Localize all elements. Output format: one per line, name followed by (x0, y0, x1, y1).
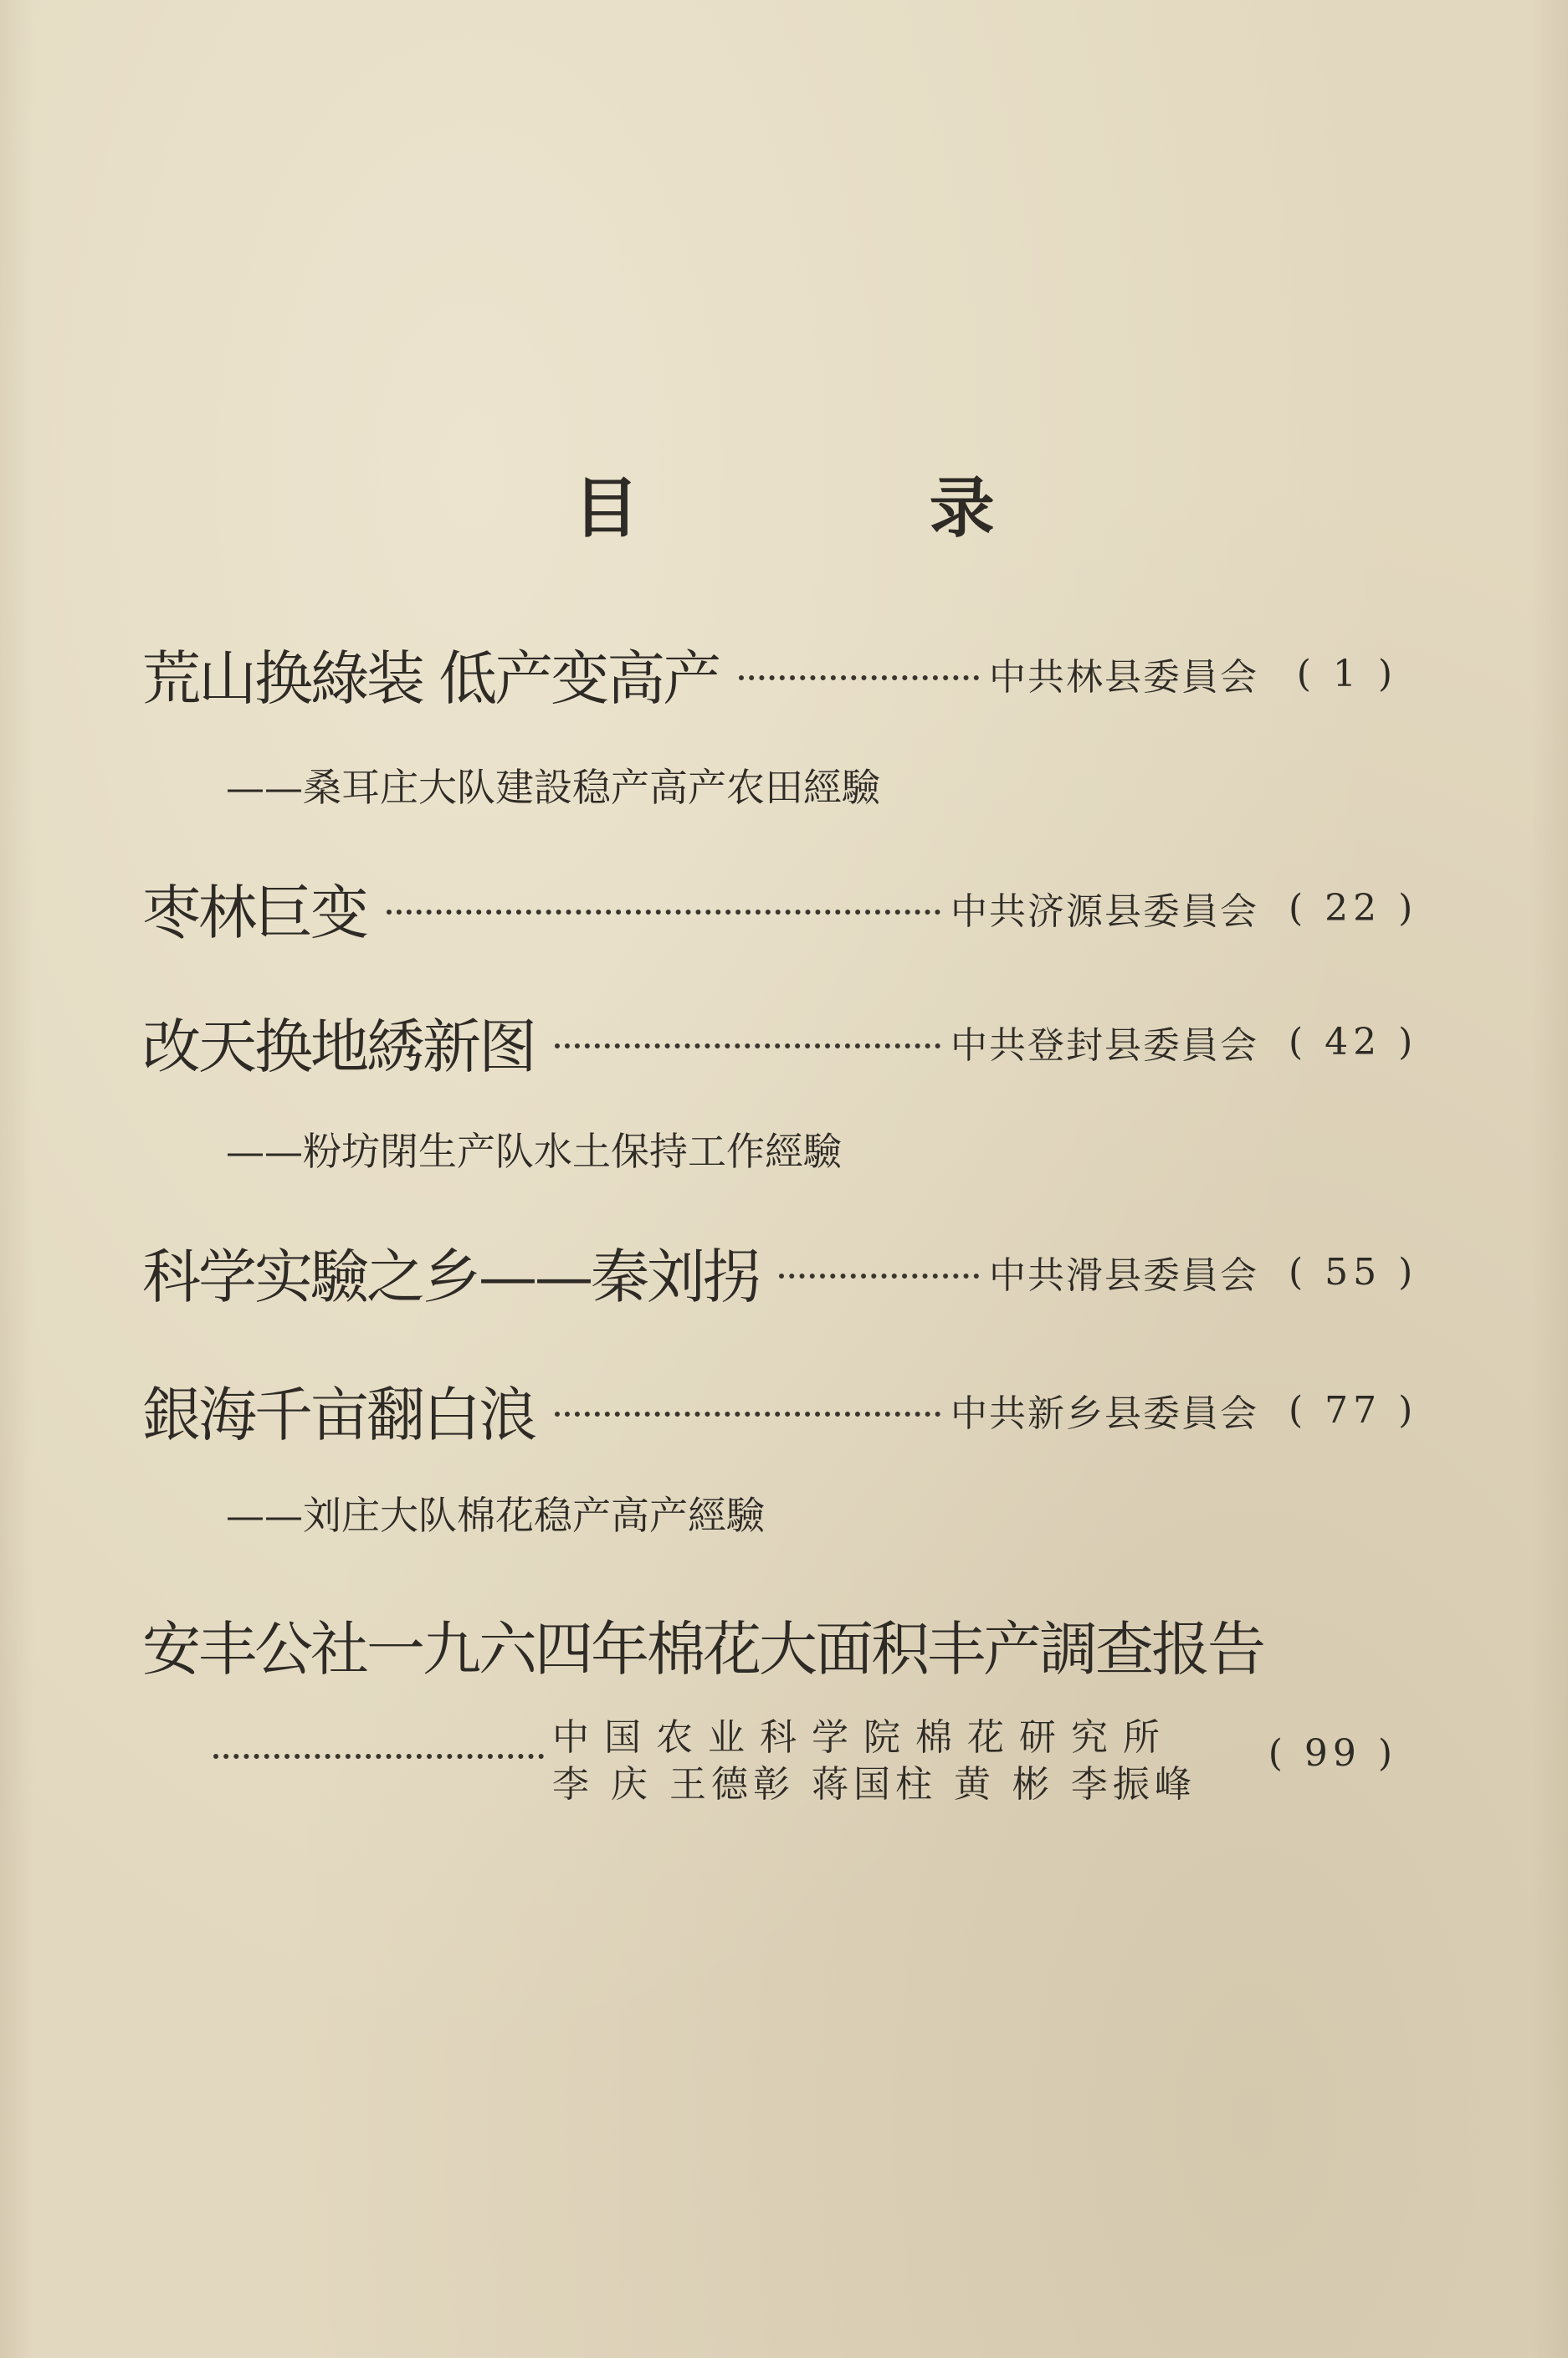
entry-author: 中共新乡县委員会 (951, 1392, 1258, 1435)
dot-leader (213, 1754, 544, 1759)
dot-leader (555, 1043, 940, 1048)
dot-leader (555, 1412, 940, 1417)
entry-title: 枣林巨变 (142, 878, 366, 947)
entry-page: ( 42 ) (1289, 1020, 1418, 1064)
entry-title: 改天换地綉新图 (142, 1012, 535, 1081)
entry-page: ( 55 ) (1289, 1250, 1418, 1294)
dot-leader (387, 910, 940, 915)
entry-author: 中共济源县委員会 (951, 890, 1258, 933)
toc-entry-5[interactable] (142, 1368, 1418, 1452)
entry-page: ( 99 ) (1268, 1732, 1397, 1775)
entry-page: ( 22 ) (1289, 886, 1418, 930)
entry-subtitle: ——刘庄大队棉花稳产高产經驗 (226, 1493, 765, 1538)
entry-title: 科学实驗之乡——秦刘拐 (142, 1242, 759, 1311)
toc-entry-4[interactable] (142, 1230, 1418, 1314)
toc-entry-6-title[interactable]: 安丰公社一九六四年棉花大面积丰产調查报告 (142, 1615, 1263, 1684)
entry-author: 中共滑县委員会 (989, 1254, 1258, 1297)
dot-leader (779, 1274, 979, 1279)
page-title: 目 录 (573, 470, 1129, 546)
entry-page: ( 77 ) (1289, 1388, 1418, 1432)
entry-author: 中共林县委員会 (989, 656, 1258, 699)
entry-page: ( 1 ) (1296, 652, 1397, 695)
entry-title: 荒山换綠装 低产变高产 (142, 643, 720, 713)
dot-leader (739, 675, 979, 680)
entry-subtitle: ——桑耳庄大队建設稳产高产农田經驗 (226, 765, 880, 810)
entry-author-institution: 中国农业科学院棉花研究所 (552, 1716, 1175, 1759)
entry-title: 銀海千亩翻白浪 (142, 1380, 535, 1449)
entry-author-names: 李 庆 王德彰 蒋国柱 黄 彬 李振峰 (552, 1763, 1196, 1806)
toc-entry-2[interactable] (142, 866, 1418, 950)
toc-entry-3[interactable] (142, 1000, 1418, 1084)
entry-subtitle: ——粉坊閉生产队水土保持工作經驗 (226, 1129, 842, 1174)
entry-author: 中共登封县委員会 (951, 1024, 1258, 1067)
toc-entry-6-details (213, 1707, 1397, 1816)
toc-entry-1[interactable] (142, 632, 1397, 715)
